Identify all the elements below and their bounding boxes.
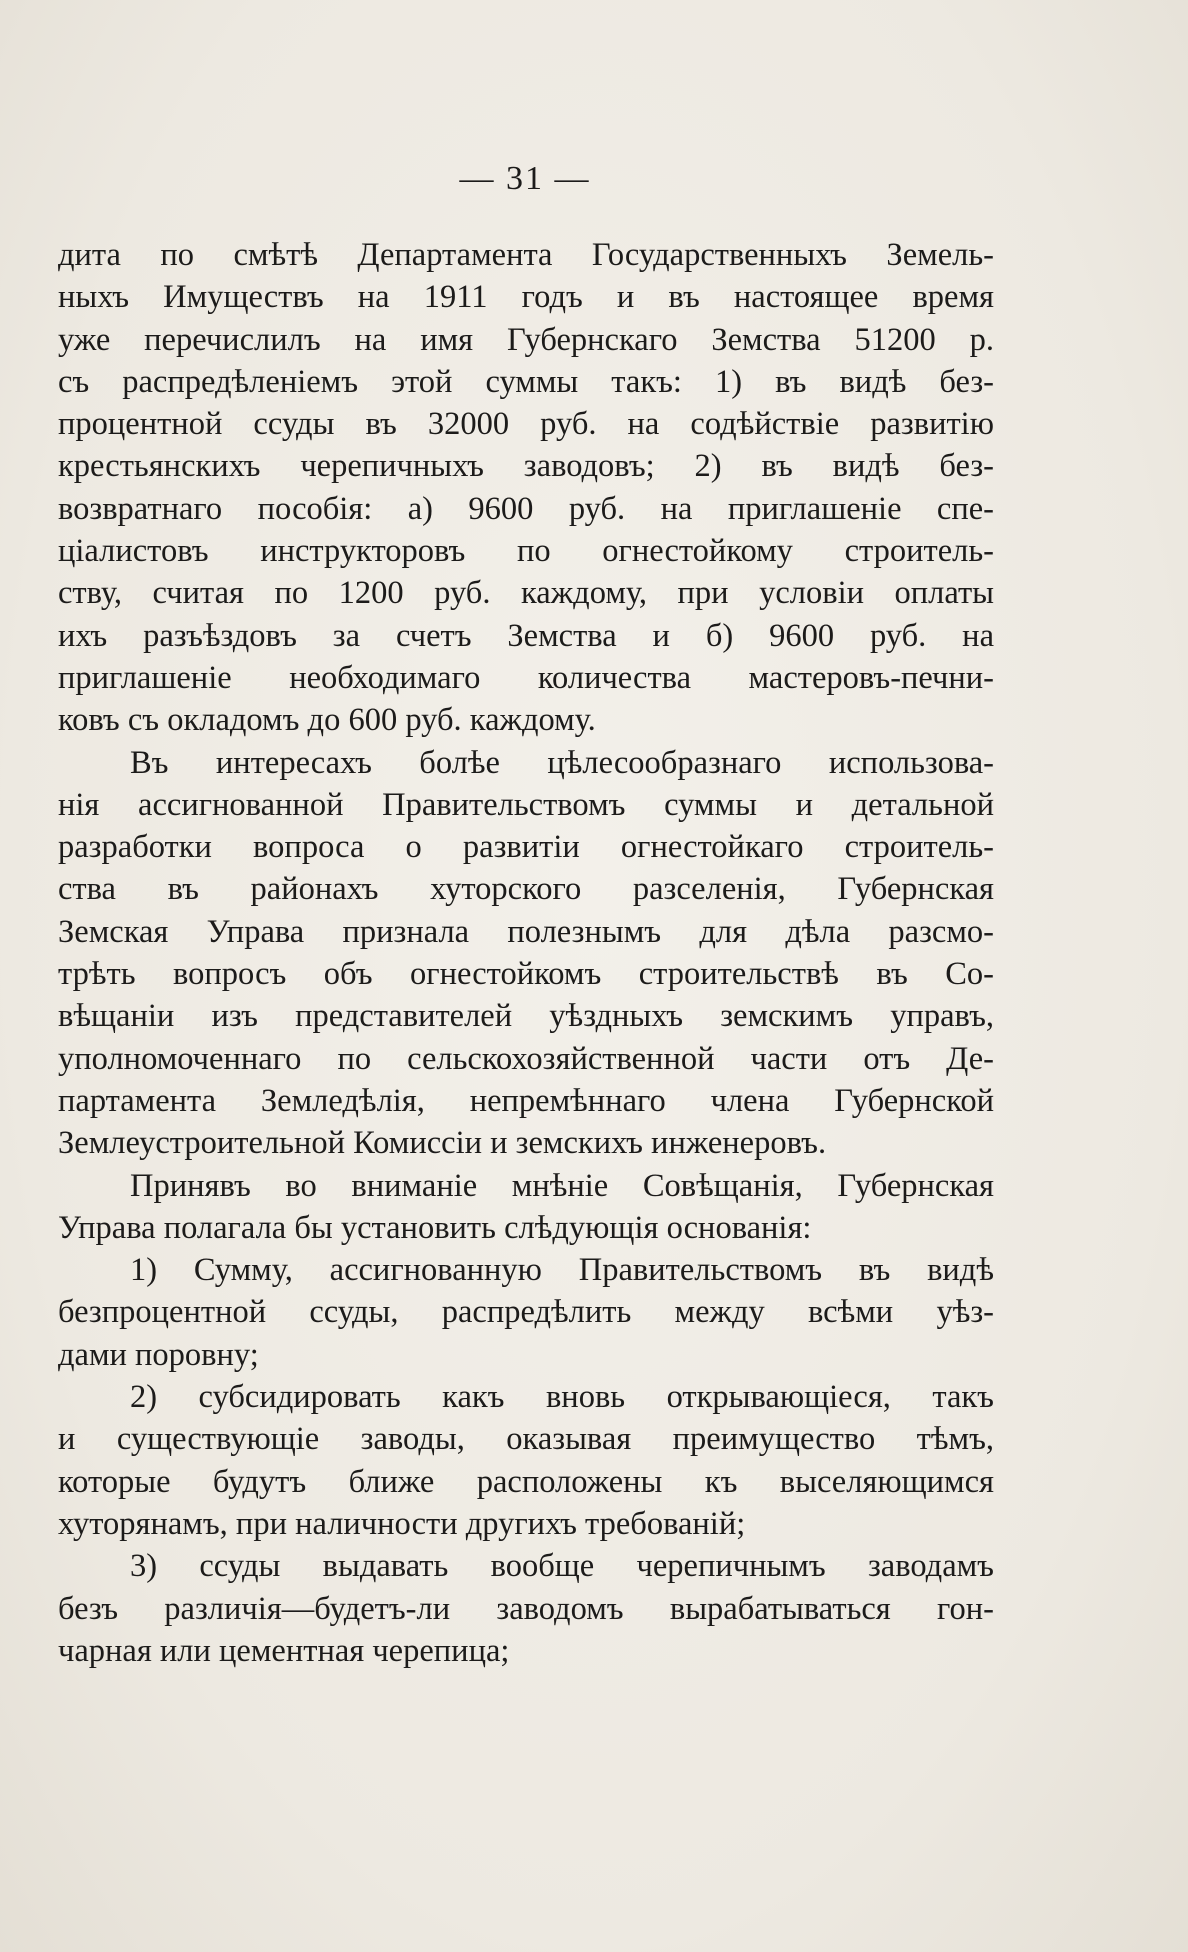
text-line: Въ интересахъ болѣе цѣлесообразнаго использова- [130,744,994,781]
text-line: 2) субсидировать какъ вновь открывающіеся, такъ [130,1379,994,1416]
body-text [58,234,994,1672]
text-line: возвратнаго пособія: а) 9600 руб. на приглашеніе спе- [58,490,994,527]
text-line: ковъ съ окладомъ до 600 руб. каждому. [58,702,596,739]
text-line: Принявъ во вниманіе мнѣніе Совѣщанія, Губернская [130,1167,994,1204]
text-line: трѣть вопросъ объ огнестойкомъ строительствѣ въ Со- [58,956,994,993]
text-line: крестьянскихъ черепичныхъ заводовъ; 2) въ видѣ без- [58,448,994,485]
text-line: дита по смѣтѣ Департамента Государственныхъ Земель- [58,237,994,273]
text-line: ства въ районахъ хуторского разселенія, Губернская [58,871,994,908]
text-line: ихъ разъѣздовъ за счетъ Земства и б) 9600 руб. на [58,617,994,654]
text-line: партамента Земледѣлія, непремѣннаго члена Губернской [58,1082,994,1119]
text-line: 3) ссуды выдавать вообще черепичнымъ заводамъ [130,1548,994,1585]
text-line: ныхъ Имуществъ на 1911 годъ и въ настоящее время [58,279,994,316]
text-line: Управа полагала бы установить слѣдующія основанія: [58,1209,812,1246]
text-line: ціалистовъ инструкторовъ по огнестойкому строитель- [58,533,994,570]
text-line: которые будутъ ближе расположены къ выселяющимся [58,1463,994,1500]
text-line: съ распредѣленіемъ этой суммы такъ: 1) въ видѣ без- [58,363,994,400]
text-line: дами поровну; [58,1336,259,1373]
text-line: безпроцентной ссуды, распредѣлить между всѣми уѣз- [58,1294,994,1331]
text-line: уже перечислилъ на имя Губернскаго Земства 51200 р. [58,321,994,358]
text-line: Земская Управа признала полезнымъ для дѣла разсмо- [58,913,994,950]
text-line: процентной ссуды въ 32000 руб. на содѣйствіе развитію [58,406,994,443]
text-line: ству, считая по 1200 руб. каждому, при условіи оплаты [58,575,994,612]
text-line: Землеустроительной Комиссіи и земскихъ инженеровъ. [58,1125,827,1162]
page-number: — 31 — [459,160,591,197]
text-line: нія ассигнованной Правительствомъ суммы и детальной [58,786,994,823]
text-line: и существующіе заводы, оказывая преимущество тѣмъ, [58,1421,994,1458]
text-line: чарная или цементная черепица; [58,1632,510,1669]
text-line: 1) Сумму, ассигнованную Правительствомъ въ видѣ [130,1252,994,1289]
text-line: уполномоченнаго по сельскохозяйственной части отъ Де- [58,1040,994,1077]
text-line: безъ различія—будетъ-ли заводомъ вырабатываться гон- [58,1590,994,1627]
text-line: вѣщаніи изъ представителей уѣздныхъ земскимъ управъ, [58,998,994,1035]
text-line: разработки вопроса о развитіи огнестойкаго строитель- [58,829,994,866]
text-line: хуторянамъ, при наличности другихъ требованій; [58,1505,746,1542]
text-line: приглашеніе необходимаго количества мастеровъ-печни- [58,659,994,696]
